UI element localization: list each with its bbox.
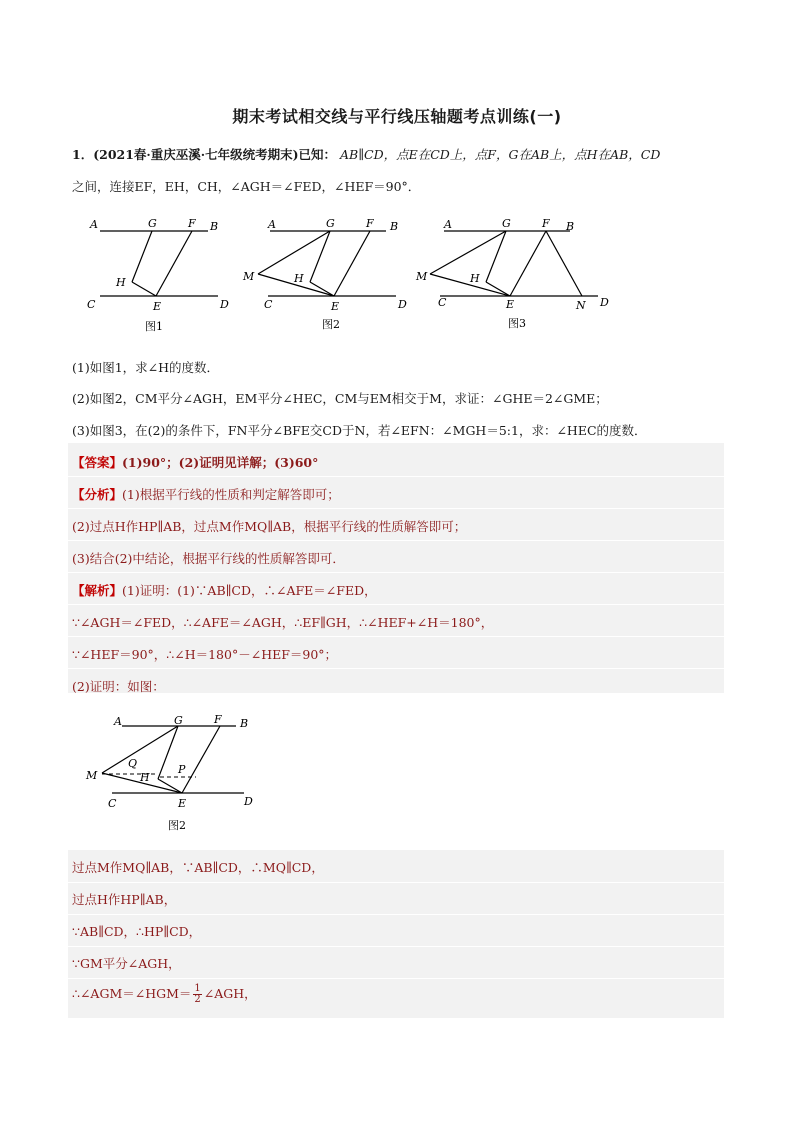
explain-line-3: ∵∠HEF＝90°，∴∠H＝180°－∠HEF＝90°； bbox=[72, 647, 338, 662]
question-part-2: (2)如图2，CM平分∠AGH，EM平分∠HEC，CM与EM相交于M，求证：∠GHE＝2∠GME； bbox=[72, 391, 608, 406]
fig1-label-F: F bbox=[188, 217, 196, 230]
fig2-label-M: M bbox=[243, 270, 255, 283]
fig1-label-D: D bbox=[220, 298, 229, 311]
fig1-caption: 图1 bbox=[145, 320, 163, 333]
fraction-numerator: 1 bbox=[194, 983, 201, 994]
fig3-label-B: B bbox=[566, 220, 575, 233]
explain-9-pre: ∴∠AGM＝∠HGM＝ bbox=[72, 986, 192, 1001]
explain-line-8: ∵GM平分∠AGH， bbox=[72, 956, 181, 971]
divider bbox=[68, 668, 724, 669]
divider bbox=[68, 476, 724, 477]
fig2-label-D: D bbox=[398, 298, 407, 311]
figure-2 bbox=[238, 212, 413, 337]
divider bbox=[68, 946, 724, 947]
question-part-3: (3)如图3，在(2)的条件下，FN平分∠BFE交CD于N，若∠EFN：∠MGH＝5:1，求：∠HEC的度数． bbox=[72, 423, 647, 438]
answer-text: (1)90°；(2)证明见详解；(3)60° bbox=[122, 455, 319, 470]
divider bbox=[68, 540, 724, 541]
explain-text-1: (1)证明：(1)∵AB∥CD，∴∠AFE＝∠FED， bbox=[122, 583, 377, 598]
fig3-label-D: D bbox=[600, 296, 609, 309]
page-title: 期末考试相交线与平行线压轴题考点训练(一) bbox=[232, 107, 562, 126]
fig4-label-F: F bbox=[214, 713, 222, 726]
fig4-caption: 图2 bbox=[168, 819, 186, 832]
answer-line bbox=[72, 453, 318, 471]
question-part-1: (1)如图1，求∠H的度数． bbox=[72, 360, 220, 375]
fig2-label-A: A bbox=[268, 218, 276, 231]
fig3-label-G: G bbox=[502, 217, 511, 230]
divider bbox=[68, 572, 724, 573]
analysis-tag: 【分析】 bbox=[72, 487, 123, 502]
explain-tag: 【解析】 bbox=[72, 583, 123, 598]
divider bbox=[68, 604, 724, 605]
answer-tag: 【答案】 bbox=[72, 455, 123, 470]
explain-line-7: ∵AB∥CD，∴HP∥CD， bbox=[72, 924, 202, 939]
divider bbox=[68, 978, 724, 979]
fig1-label-B: B bbox=[210, 220, 219, 233]
fig4-label-G: G bbox=[174, 714, 183, 727]
fig1-label-C: C bbox=[87, 298, 96, 311]
fig4-label-B: B bbox=[240, 717, 249, 730]
question-source: (2021春·重庆巫溪·七年级统考期末)已知： bbox=[93, 147, 337, 162]
fig3-label-A: A bbox=[444, 218, 452, 231]
fig3-label-C: C bbox=[438, 296, 447, 309]
question-stem-1: AB∥CD，点E在CD上，点F，G在AB上，点H在AB，CD bbox=[340, 147, 661, 162]
explain-line-2: ∵∠AGH＝∠FED，∴∠AFE＝∠AGH，∴EF∥GH，∴∠HEF+∠H＝180°， bbox=[72, 615, 494, 630]
explain-9-post: ∠AGH， bbox=[203, 986, 257, 1001]
figure-solution bbox=[72, 701, 270, 845]
analysis-line-1 bbox=[72, 485, 340, 503]
fraction-one-half bbox=[193, 984, 201, 1005]
fig2-label-C: C bbox=[264, 298, 273, 311]
fig2-label-H: H bbox=[294, 272, 304, 285]
fig3-label-N: N bbox=[576, 299, 586, 312]
explain-line-1 bbox=[72, 581, 377, 599]
fig2-label-B: B bbox=[390, 220, 399, 233]
fig2-label-G: G bbox=[326, 217, 335, 230]
fig3-label-M: M bbox=[416, 270, 428, 283]
fig4-label-M: M bbox=[86, 769, 98, 782]
figure-3 bbox=[410, 210, 620, 335]
divider bbox=[68, 882, 724, 883]
analysis-line-3: (3)结合(2)中结论，根据平行线的性质解答即可． bbox=[72, 551, 345, 566]
fig4-label-Q: Q bbox=[128, 757, 138, 770]
question-line-1 bbox=[72, 145, 660, 163]
fig3-caption: 图3 bbox=[508, 317, 526, 330]
divider bbox=[68, 914, 724, 915]
explain-line-5: 过点M作MQ∥AB，∵AB∥CD，∴MQ∥CD， bbox=[72, 860, 324, 875]
fig4-label-P: P bbox=[178, 763, 186, 776]
question-stem-2: 之间，连接EF，EH，CH，∠AGH＝∠FED，∠HEF＝90°． bbox=[72, 179, 421, 194]
analysis-text-1: (1)根据平行线的性质和判定解答即可； bbox=[122, 487, 340, 502]
fig2-label-E: E bbox=[331, 300, 340, 313]
fig1-label-E: E bbox=[153, 300, 162, 313]
fig1-label-G: G bbox=[148, 217, 157, 230]
fig3-label-F: F bbox=[542, 217, 550, 230]
fig4-label-D: D bbox=[244, 795, 253, 808]
fig3-label-H: H bbox=[470, 272, 480, 285]
fig1-label-H: H bbox=[116, 276, 126, 289]
explain-line-4: (2)证明：如图： bbox=[72, 679, 165, 694]
fig1-label-A: A bbox=[90, 218, 98, 231]
figure-1 bbox=[80, 212, 240, 337]
explain-line-6: 过点H作HP∥AB， bbox=[72, 892, 177, 907]
fig4-label-A: A bbox=[114, 715, 122, 728]
divider bbox=[68, 636, 724, 637]
fig4-label-E: E bbox=[178, 797, 187, 810]
fig4-label-H: H bbox=[140, 771, 150, 784]
fraction-denominator: 2 bbox=[194, 994, 201, 1005]
fig2-caption: 图2 bbox=[322, 318, 340, 331]
fig4-label-C: C bbox=[108, 797, 117, 810]
analysis-line-2: (2)过点H作HP∥AB，过点M作MQ∥AB，根据平行线的性质解答即可； bbox=[72, 519, 467, 534]
question-number: 1． bbox=[72, 147, 94, 162]
fig2-label-F: F bbox=[366, 217, 374, 230]
explain-line-9 bbox=[72, 984, 257, 1005]
divider bbox=[68, 508, 724, 509]
fig3-label-E: E bbox=[506, 298, 515, 311]
